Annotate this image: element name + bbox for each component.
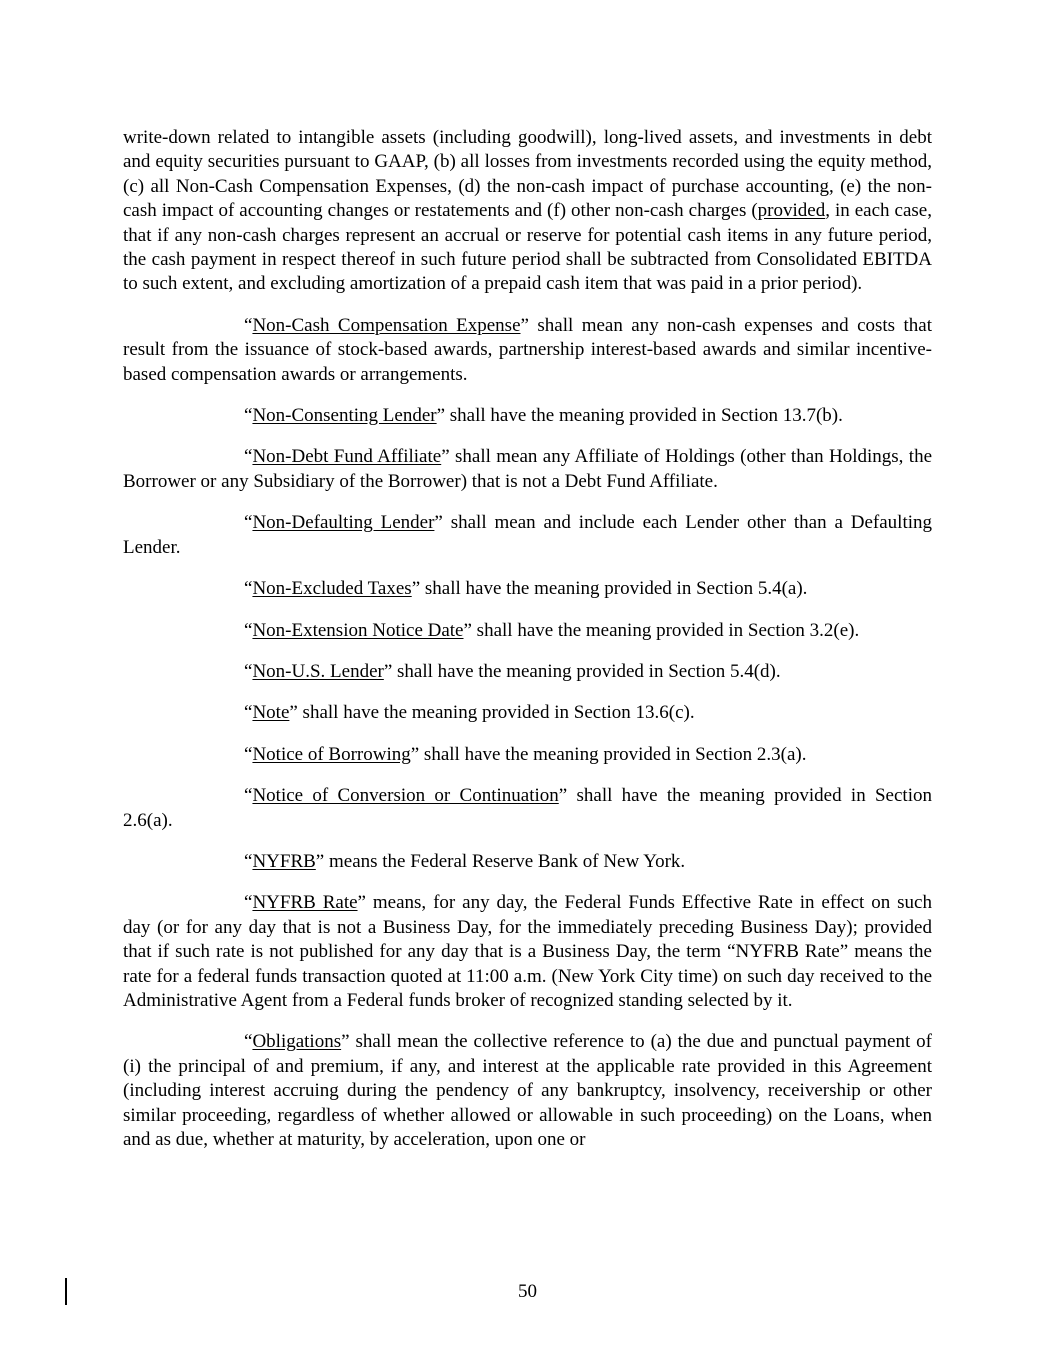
definition-paragraph: “Non-Defaulting Lender” shall mean and include each Lender other than a Defaulting Lender. — [123, 512, 932, 558]
definition-paragraph: “Non-Consenting Lender” shall have the meaning provided in Section 13.7(b). — [244, 405, 843, 427]
defined-term: Non-Defaulting Lender — [252, 512, 435, 534]
defined-term: Obligations — [252, 1031, 342, 1053]
definition-paragraph: “Non-U.S. Lender” shall have the meaning provided in Section 5.4(d). — [244, 660, 781, 682]
defined-term: NYFRB Rate — [252, 892, 358, 914]
definition-paragraph: “Non-Extension Notice Date” shall have the meaning provided in Section 3.2(e). — [244, 619, 860, 641]
defined-term: Notice of Conversion or Continuation — [252, 785, 559, 807]
document-body — [123, 126, 932, 1169]
defined-term: Non-Cash Compensation Expense — [252, 314, 521, 336]
defined-term: provided — [757, 200, 826, 222]
defined-term: Non-Excluded Taxes — [252, 578, 412, 600]
definition-paragraph: “Notice of Borrowing” shall have the meaning provided in Section 2.3(a). — [244, 743, 807, 765]
defined-term: Non-U.S. Lender — [252, 660, 384, 682]
definition-paragraph: “NYFRB” means the Federal Reserve Bank of New York. — [244, 850, 686, 872]
definition-paragraph: “Note” shall have the meaning provided in Section 13.6(c). — [244, 702, 695, 724]
definition-paragraph: “Non-Debt Fund Affiliate” shall mean any Affiliate of Holdings (other than Holdings, the Borrower or any Subsidiary of the Borrower) that is not a Debt Fund Affiliate. — [123, 446, 933, 492]
definition-paragraph: “Obligations” shall mean the collective reference to (a) the due and punctual payment of (i) the principal of and premium, if any, and interest at the applicable rate provided in this Agreement (including interest accruing during the pendency of any bankruptcy, insolvency, receivership or other similar proceeding, regardless of whether allowed or allowable in such proceeding) on the Loans, when and as due, whether at maturity, by acceleration, upon one or — [123, 1031, 932, 1150]
defined-term: Notice of Borrowing — [252, 743, 411, 765]
definition-paragraph: “Non-Excluded Taxes” shall have the meaning provided in Section 5.4(a). — [244, 578, 808, 600]
defined-term: Non-Extension Notice Date — [252, 619, 464, 641]
defined-term: Note — [252, 702, 290, 724]
paragraph: write-down related to intangible assets (including goodwill), long-lived assets, and investments in debt and equity securities pursuant to GAAP, (b) all losses from investments recorded using the equity method, (c) all Non-Cash Compensation Expenses, (d) the non-cash impact of purchase accounting, (e) the non-cash impact of accounting changes or restatements and (f) other non-cash charges (provided, in each case, that if any non-cash charges represent an accrual or reserve for potential cash items in any future period, the cash payment in respect thereof in such future period shall be subtracted from Consolidated EBITDA to such extent, and excluding amortization of a prepaid cash item that was paid in a prior period). — [123, 127, 932, 295]
defined-term: Non-Debt Fund Affiliate — [252, 446, 442, 468]
definition-paragraph: “NYFRB Rate” means, for any day, the Federal Funds Effective Rate in effect on such day (or for any day that is not a Business Day, for the immediately preceding Business Day); provided that if such rate is not published for any day that is a Business Day, the term “NYFRB Rate” means the rate for a federal funds transaction quoted at 11:00 a.m. (New York City time) on such day received to the Administrative Agent from a Federal funds broker of recognized standing selected by it. — [123, 892, 932, 1011]
page-number: 50 — [518, 1281, 537, 1302]
defined-term: Non-Consenting Lender — [252, 405, 437, 427]
definition-paragraph: “Non-Cash Compensation Expense” shall mean any non-cash expenses and costs that result from the issuance of stock-based awards, partnership interest-based awards and similar incentive-based compensation awards or arrangements. — [123, 314, 932, 385]
defined-term: NYFRB — [252, 850, 316, 872]
definition-paragraph: “Notice of Conversion or Continuation” shall have the meaning provided in Section 2.6(a). — [123, 785, 932, 831]
